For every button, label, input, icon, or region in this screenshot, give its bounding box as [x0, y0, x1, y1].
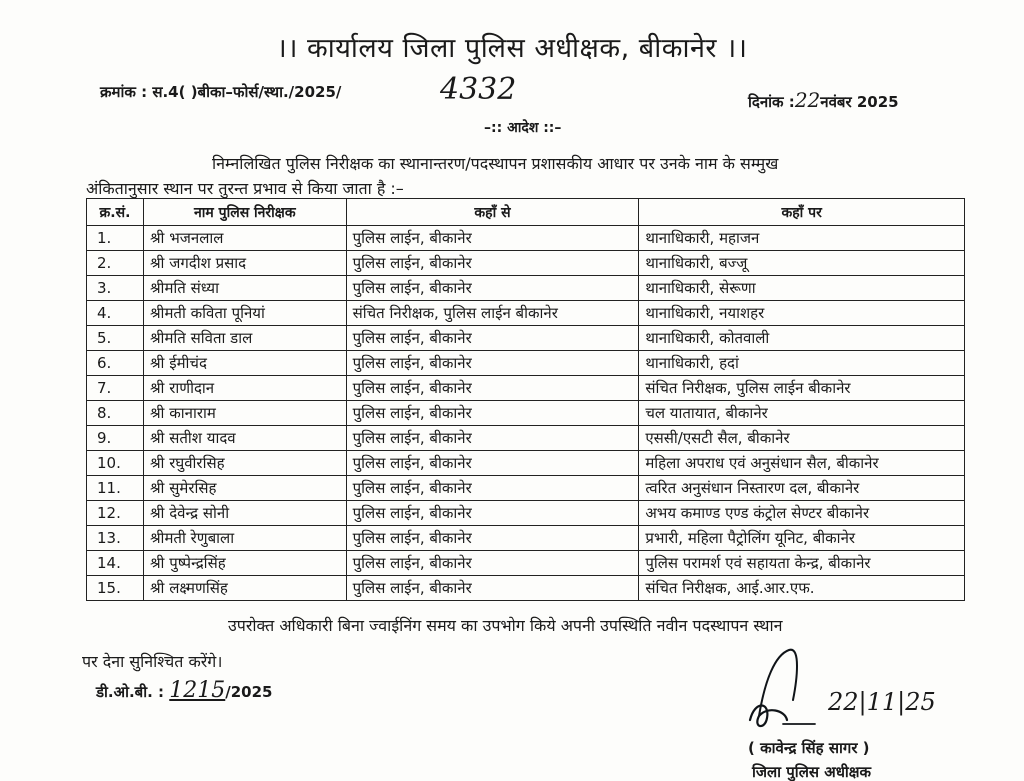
row-from: पुलिस लाईन, बीकानेर [346, 576, 639, 601]
row-to: चल यातायात, बीकानेर [639, 401, 965, 426]
row-from: पुलिस लाईन, बीकानेर [346, 451, 639, 476]
row-serial: 6. [87, 351, 144, 376]
intro-line-2: अंकितानुसार स्थान पर तुरन्त प्रभाव से किया जाता है :– [86, 179, 404, 198]
row-from: पुलिस लाईन, बीकानेर [346, 376, 639, 401]
table-row [87, 301, 965, 326]
row-serial: 10. [87, 451, 144, 476]
row-from: पुलिस लाईन, बीकानेर [346, 276, 639, 301]
row-from: पुलिस लाईन, बीकानेर [346, 501, 639, 526]
row-serial: 1. [87, 226, 144, 251]
reference-number-handwritten: 4332 [440, 72, 517, 107]
table-row [87, 551, 965, 576]
row-from: संचित निरीक्षक, पुलिस लाईन बीकानेर [346, 301, 639, 326]
dob-reference [96, 678, 273, 703]
row-from: पुलिस लाईन, बीकानेर [346, 426, 639, 451]
row-from: पुलिस लाईन, बीकानेर [346, 351, 639, 376]
table-row [87, 276, 965, 301]
row-from: पुलिस लाईन, बीकानेर [346, 401, 639, 426]
table-row [87, 226, 965, 251]
row-name: श्री लक्ष्मणसिंह [143, 576, 346, 601]
row-from: पुलिस लाईन, बीकानेर [346, 526, 639, 551]
row-name: श्री रघुवीरसिह [143, 451, 346, 476]
row-to: थानाधिकारी, कोतवाली [639, 326, 965, 351]
header-from: कहाँ से [346, 199, 639, 226]
table-row [87, 426, 965, 451]
row-serial: 13. [87, 526, 144, 551]
reference-number: क्रमांक : स.4( )बीका–फोर्स/स्था./2025/ [100, 83, 342, 101]
row-serial: 8. [87, 401, 144, 426]
row-name: श्री कानाराम [143, 401, 346, 426]
row-serial: 3. [87, 276, 144, 301]
date-label: दिनांक : [748, 93, 795, 111]
row-name: श्री सतीश यादव [143, 426, 346, 451]
row-serial: 5. [87, 326, 144, 351]
row-to: एससी/एसटी सैल, बीकानेर [639, 426, 965, 451]
table-row [87, 251, 965, 276]
row-name: श्री सुमेरसिह [143, 476, 346, 501]
row-from: पुलिस लाईन, बीकानेर [346, 476, 639, 501]
row-to: अभय कमाण्ड एण्ड कंट्रोल सेण्टर बीकानेर [639, 501, 965, 526]
order-title: –:: आदेश ::– [484, 120, 562, 136]
row-to: त्वरित अनुसंधान निस्तारण दल, बीकानेर [639, 476, 965, 501]
header-serial: क्र.सं. [87, 199, 144, 226]
intro-line-1: निम्नलिखित पुलिस निरीक्षक का स्थानान्तरण/पदस्थापन प्रशासकीय आधार पर उनके नाम के सम्मुख [212, 154, 779, 173]
officer-name: ( कावेन्द्र सिंह सागर ) [748, 739, 870, 757]
dob-year: /2025 [225, 683, 273, 701]
row-from: पुलिस लाईन, बीकानेर [346, 326, 639, 351]
table-row [87, 376, 965, 401]
table-row [87, 476, 965, 501]
row-to: थानाधिकारी, हदां [639, 351, 965, 376]
office-title: ।। कार्यालय जिला पुलिस अधीक्षक, बीकानेर ।। [276, 33, 748, 64]
closing-line-1: उपरोक्त अधिकारी बिना ज्वाईनिंग समय का उपभोग किये अपनी उपस्थिति नवीन पदस्थापन स्थान [228, 616, 783, 635]
officer-title: जिला पुलिस अधीक्षक [752, 763, 872, 781]
row-name: श्रीमति संध्या [143, 276, 346, 301]
row-from: पुलिस लाईन, बीकानेर [346, 251, 639, 276]
row-to: महिला अपराध एवं अनुसंधान सैल, बीकानेर [639, 451, 965, 476]
row-name: श्री देवेन्द्र सोनी [143, 501, 346, 526]
table-row [87, 401, 965, 426]
table-header-row [87, 199, 965, 226]
row-to: थानाधिकारी, सेरूणा [639, 276, 965, 301]
row-to: संचित निरीक्षक, आई.आर.एफ. [639, 576, 965, 601]
table-row [87, 576, 965, 601]
row-to: पुलिस परामर्श एवं सहायता केन्द्र, बीकानेर [639, 551, 965, 576]
row-serial: 7. [87, 376, 144, 401]
row-name: श्रीमती रेणुबाला [143, 526, 346, 551]
row-serial: 12. [87, 501, 144, 526]
date-month-year: नवंबर 2025 [820, 93, 899, 111]
table-row [87, 501, 965, 526]
row-to: थानाधिकारी, महाजन [639, 226, 965, 251]
row-from: पुलिस लाईन, बीकानेर [346, 551, 639, 576]
row-from: पुलिस लाईन, बीकानेर [346, 226, 639, 251]
row-serial: 4. [87, 301, 144, 326]
row-serial: 14. [87, 551, 144, 576]
date-day-handwritten: 22 [794, 88, 821, 112]
row-name: श्रीमति सविता डाल [143, 326, 346, 351]
row-to: प्रभारी, महिला पैट्रोलिंग यूनिट, बीकानेर [639, 526, 965, 551]
row-name: श्री ईमीचंद [143, 351, 346, 376]
row-serial: 11. [87, 476, 144, 501]
table-row [87, 451, 965, 476]
table-row [87, 526, 965, 551]
order-date [748, 88, 899, 112]
header-to: कहाँ पर [639, 199, 965, 226]
row-name: श्री राणीदान [143, 376, 346, 401]
row-name: श्रीमती कविता पूनियां [143, 301, 346, 326]
row-serial: 2. [87, 251, 144, 276]
dob-label: डी.ओ.बी. : [96, 683, 165, 701]
row-name: श्री पुष्पेन्द्रसिंह [143, 551, 346, 576]
row-to: थानाधिकारी, नयाशहर [639, 301, 965, 326]
transfer-table [86, 198, 965, 601]
row-serial: 9. [87, 426, 144, 451]
signature-date-handwritten: 22|11|25 [828, 688, 936, 716]
table-row [87, 351, 965, 376]
row-name: श्री भजनलाल [143, 226, 346, 251]
row-name: श्री जगदीश प्रसाद [143, 251, 346, 276]
row-to: संचित निरीक्षक, पुलिस लाईन बीकानेर [639, 376, 965, 401]
header-name: नाम पुलिस निरीक्षक [143, 199, 346, 226]
table-row [87, 326, 965, 351]
row-serial: 15. [87, 576, 144, 601]
closing-line-2: पर देना सुनिश्चित करेंगे। [82, 652, 223, 671]
row-to: थानाधिकारी, बज्जू [639, 251, 965, 276]
dob-number-handwritten: 1215 [169, 678, 226, 703]
